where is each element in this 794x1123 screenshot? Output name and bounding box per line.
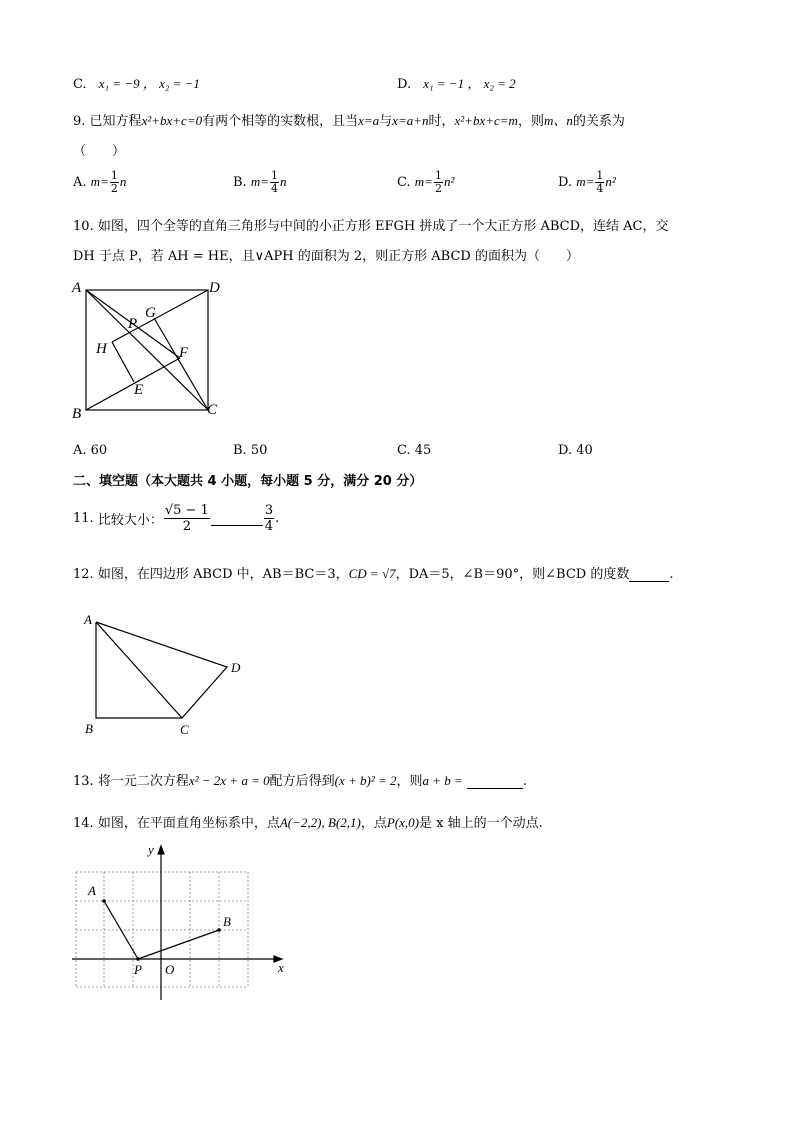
- q13-text: 将一元二次方程: [97, 774, 189, 789]
- label-c: C: [207, 402, 218, 418]
- q11-stem: [73, 503, 279, 534]
- q9-eq2: x²+bx+c=m: [454, 113, 518, 128]
- q9-text: 与: [379, 114, 393, 129]
- q9-option-d: [558, 170, 616, 195]
- q9-vars: m、n: [543, 113, 573, 128]
- segment-gc: [154, 318, 208, 410]
- label-b: B: [72, 406, 82, 420]
- q11-text: 比较大小：: [97, 513, 163, 528]
- q10-number: 10.: [73, 219, 94, 234]
- q10-stem-line2: DH 于点 P，若 AH = HE，且∨APH 的面积为 2，则正方形 ABCD 的面积为（ ）: [73, 249, 579, 264]
- q10-option-a: A. 60: [73, 443, 108, 458]
- q14-coordinate-figure: [68, 838, 298, 1004]
- label-y: y: [148, 842, 154, 857]
- q10-figure: [68, 278, 228, 420]
- q13-ask: a + b =: [422, 773, 463, 788]
- label-d: D: [209, 280, 220, 296]
- q14-text: 如图，在平面直角坐标系中，点: [97, 816, 280, 831]
- label-g: G: [145, 305, 156, 321]
- q8-option-c: [73, 73, 200, 92]
- q12-figure: [80, 610, 250, 740]
- q9-text: 有两个相等的实数根，且当: [202, 114, 359, 129]
- q13-stem: [73, 770, 527, 789]
- q9-text: ，则: [517, 114, 544, 129]
- quadrilateral-abcd: [96, 622, 227, 718]
- frac-den: 4: [264, 519, 274, 534]
- q9-text: 时，: [428, 114, 455, 129]
- frac-num: 1: [271, 169, 278, 182]
- q13-number: 13.: [73, 774, 94, 789]
- q14-p: P(x,0): [386, 815, 419, 830]
- q10-text: 如图，四个全等的直角三角形与中间的小正方形 EFGH 拼成了一个大正方形 ABCD，连结 AC，交: [97, 219, 669, 234]
- q8-option-c-label: C.: [73, 77, 87, 92]
- q13-eq2: (x + b)² = 2: [334, 773, 397, 788]
- label-e: E: [134, 382, 144, 398]
- q10-stem-line1: [73, 215, 668, 234]
- q12-number: 12.: [73, 567, 94, 582]
- frac-num: √5 − 1: [164, 503, 209, 518]
- q14-number: 14.: [73, 816, 94, 831]
- frac-den: 2: [110, 182, 118, 195]
- option-rhs: n²: [605, 174, 616, 189]
- answer-blank[interactable]: [629, 567, 669, 582]
- label-p: P: [134, 962, 142, 977]
- q9-cond2: x=a+n: [392, 113, 429, 128]
- label-d: D: [231, 660, 241, 675]
- label-f: F: [179, 345, 189, 361]
- answer-blank[interactable]: [211, 511, 263, 526]
- label-a: A: [84, 612, 92, 627]
- q12-cd: CD = √7: [348, 566, 396, 581]
- q9-option-a: [73, 170, 126, 195]
- segment-he: [112, 342, 134, 382]
- q12-end: .: [669, 567, 674, 582]
- q8-option-d-expr: x₁ = −1 ， x₂ = 2: [423, 76, 516, 91]
- segment-pb: [138, 930, 219, 959]
- fraction: [110, 170, 119, 195]
- label-a: A: [88, 883, 96, 898]
- q9-number: 9.: [73, 114, 86, 129]
- label-a: A: [72, 280, 82, 296]
- option-lhs: m=: [414, 174, 433, 189]
- answer-blank[interactable]: [467, 774, 523, 789]
- frac-den: 4: [596, 182, 604, 195]
- q12-text: ，DA＝5，∠B＝90°，则∠BCD 的度数: [395, 567, 630, 582]
- grid: [76, 872, 248, 987]
- q11-end: .: [275, 511, 280, 526]
- point-b: [217, 928, 221, 932]
- q14-stem: [73, 812, 543, 831]
- q12-stem: [73, 563, 673, 582]
- option-rhs: n: [280, 174, 287, 189]
- y-axis-arrow: [158, 846, 164, 854]
- q9-cond1: x=a: [358, 113, 380, 128]
- q13-text: 配方后得到: [269, 774, 335, 789]
- q8-option-c-expr: x₁ = −9 ， x₂ = −1: [98, 76, 200, 91]
- q14-points: A(−2,2), B(2,1): [279, 815, 361, 830]
- label-p: P: [128, 316, 138, 332]
- option-label: C.: [397, 175, 411, 190]
- point-p: [136, 957, 140, 961]
- option-label: B.: [233, 175, 247, 190]
- q9-option-b: [233, 170, 287, 195]
- fraction: [434, 170, 443, 195]
- label-h: H: [96, 341, 107, 357]
- q9-text: 已知方程: [89, 114, 142, 129]
- q13-eq: x² − 2x + a = 0: [188, 773, 270, 788]
- frac-num: 1: [434, 169, 442, 182]
- option-lhs: m=: [576, 174, 595, 189]
- label-o: O: [165, 962, 175, 977]
- q9-eq1: x²+bx+c=0: [141, 113, 203, 128]
- fraction: [270, 170, 279, 195]
- q13-end: .: [522, 774, 527, 789]
- q14-text: ，点: [360, 816, 387, 831]
- q10-option-c: C. 45: [397, 443, 432, 458]
- option-label: D.: [558, 175, 573, 190]
- label-b: B: [223, 914, 231, 929]
- q8-option-d-label: D.: [397, 77, 412, 92]
- q10-option-d: D. 40: [558, 443, 593, 458]
- frac-den: 2: [182, 519, 191, 534]
- fraction: [264, 503, 274, 534]
- frac-num: 3: [264, 503, 274, 518]
- frac-den: 2: [434, 182, 442, 195]
- option-lhs: m=: [90, 174, 109, 189]
- label-b: B: [85, 721, 93, 736]
- segment-be: [86, 358, 180, 410]
- frac-den: 4: [271, 182, 278, 195]
- option-rhs: n: [119, 174, 127, 189]
- q9-text: 的关系为: [572, 114, 625, 129]
- q14-text: 是 x 轴上的一个动点.: [418, 816, 543, 831]
- q10-option-b: B. 50: [233, 443, 268, 458]
- q9-option-c: [397, 170, 454, 195]
- fraction: [164, 503, 210, 534]
- label-c: C: [180, 722, 189, 737]
- frac-num: 1: [110, 169, 118, 182]
- option-lhs: m=: [250, 174, 269, 189]
- q13-text: ，则: [396, 774, 423, 789]
- q9-answer-paren: （ ）: [73, 144, 126, 159]
- segment-dh: [112, 290, 208, 342]
- q11-number: 11.: [73, 511, 94, 526]
- q9-stem: [73, 110, 625, 129]
- q12-text: 如图，在四边形 ABCD 中，AB＝BC＝3，: [97, 567, 349, 582]
- fraction: [595, 170, 604, 195]
- option-label: A.: [73, 175, 87, 190]
- point-a: [102, 899, 106, 903]
- frac-num: 1: [596, 169, 604, 182]
- section-title: 二、填空题（本大题共 4 小题，每小题 5 分，满分 20 分）: [73, 474, 423, 489]
- label-x: x: [278, 960, 284, 975]
- option-rhs: n²: [443, 174, 455, 189]
- q8-option-d: [397, 73, 516, 92]
